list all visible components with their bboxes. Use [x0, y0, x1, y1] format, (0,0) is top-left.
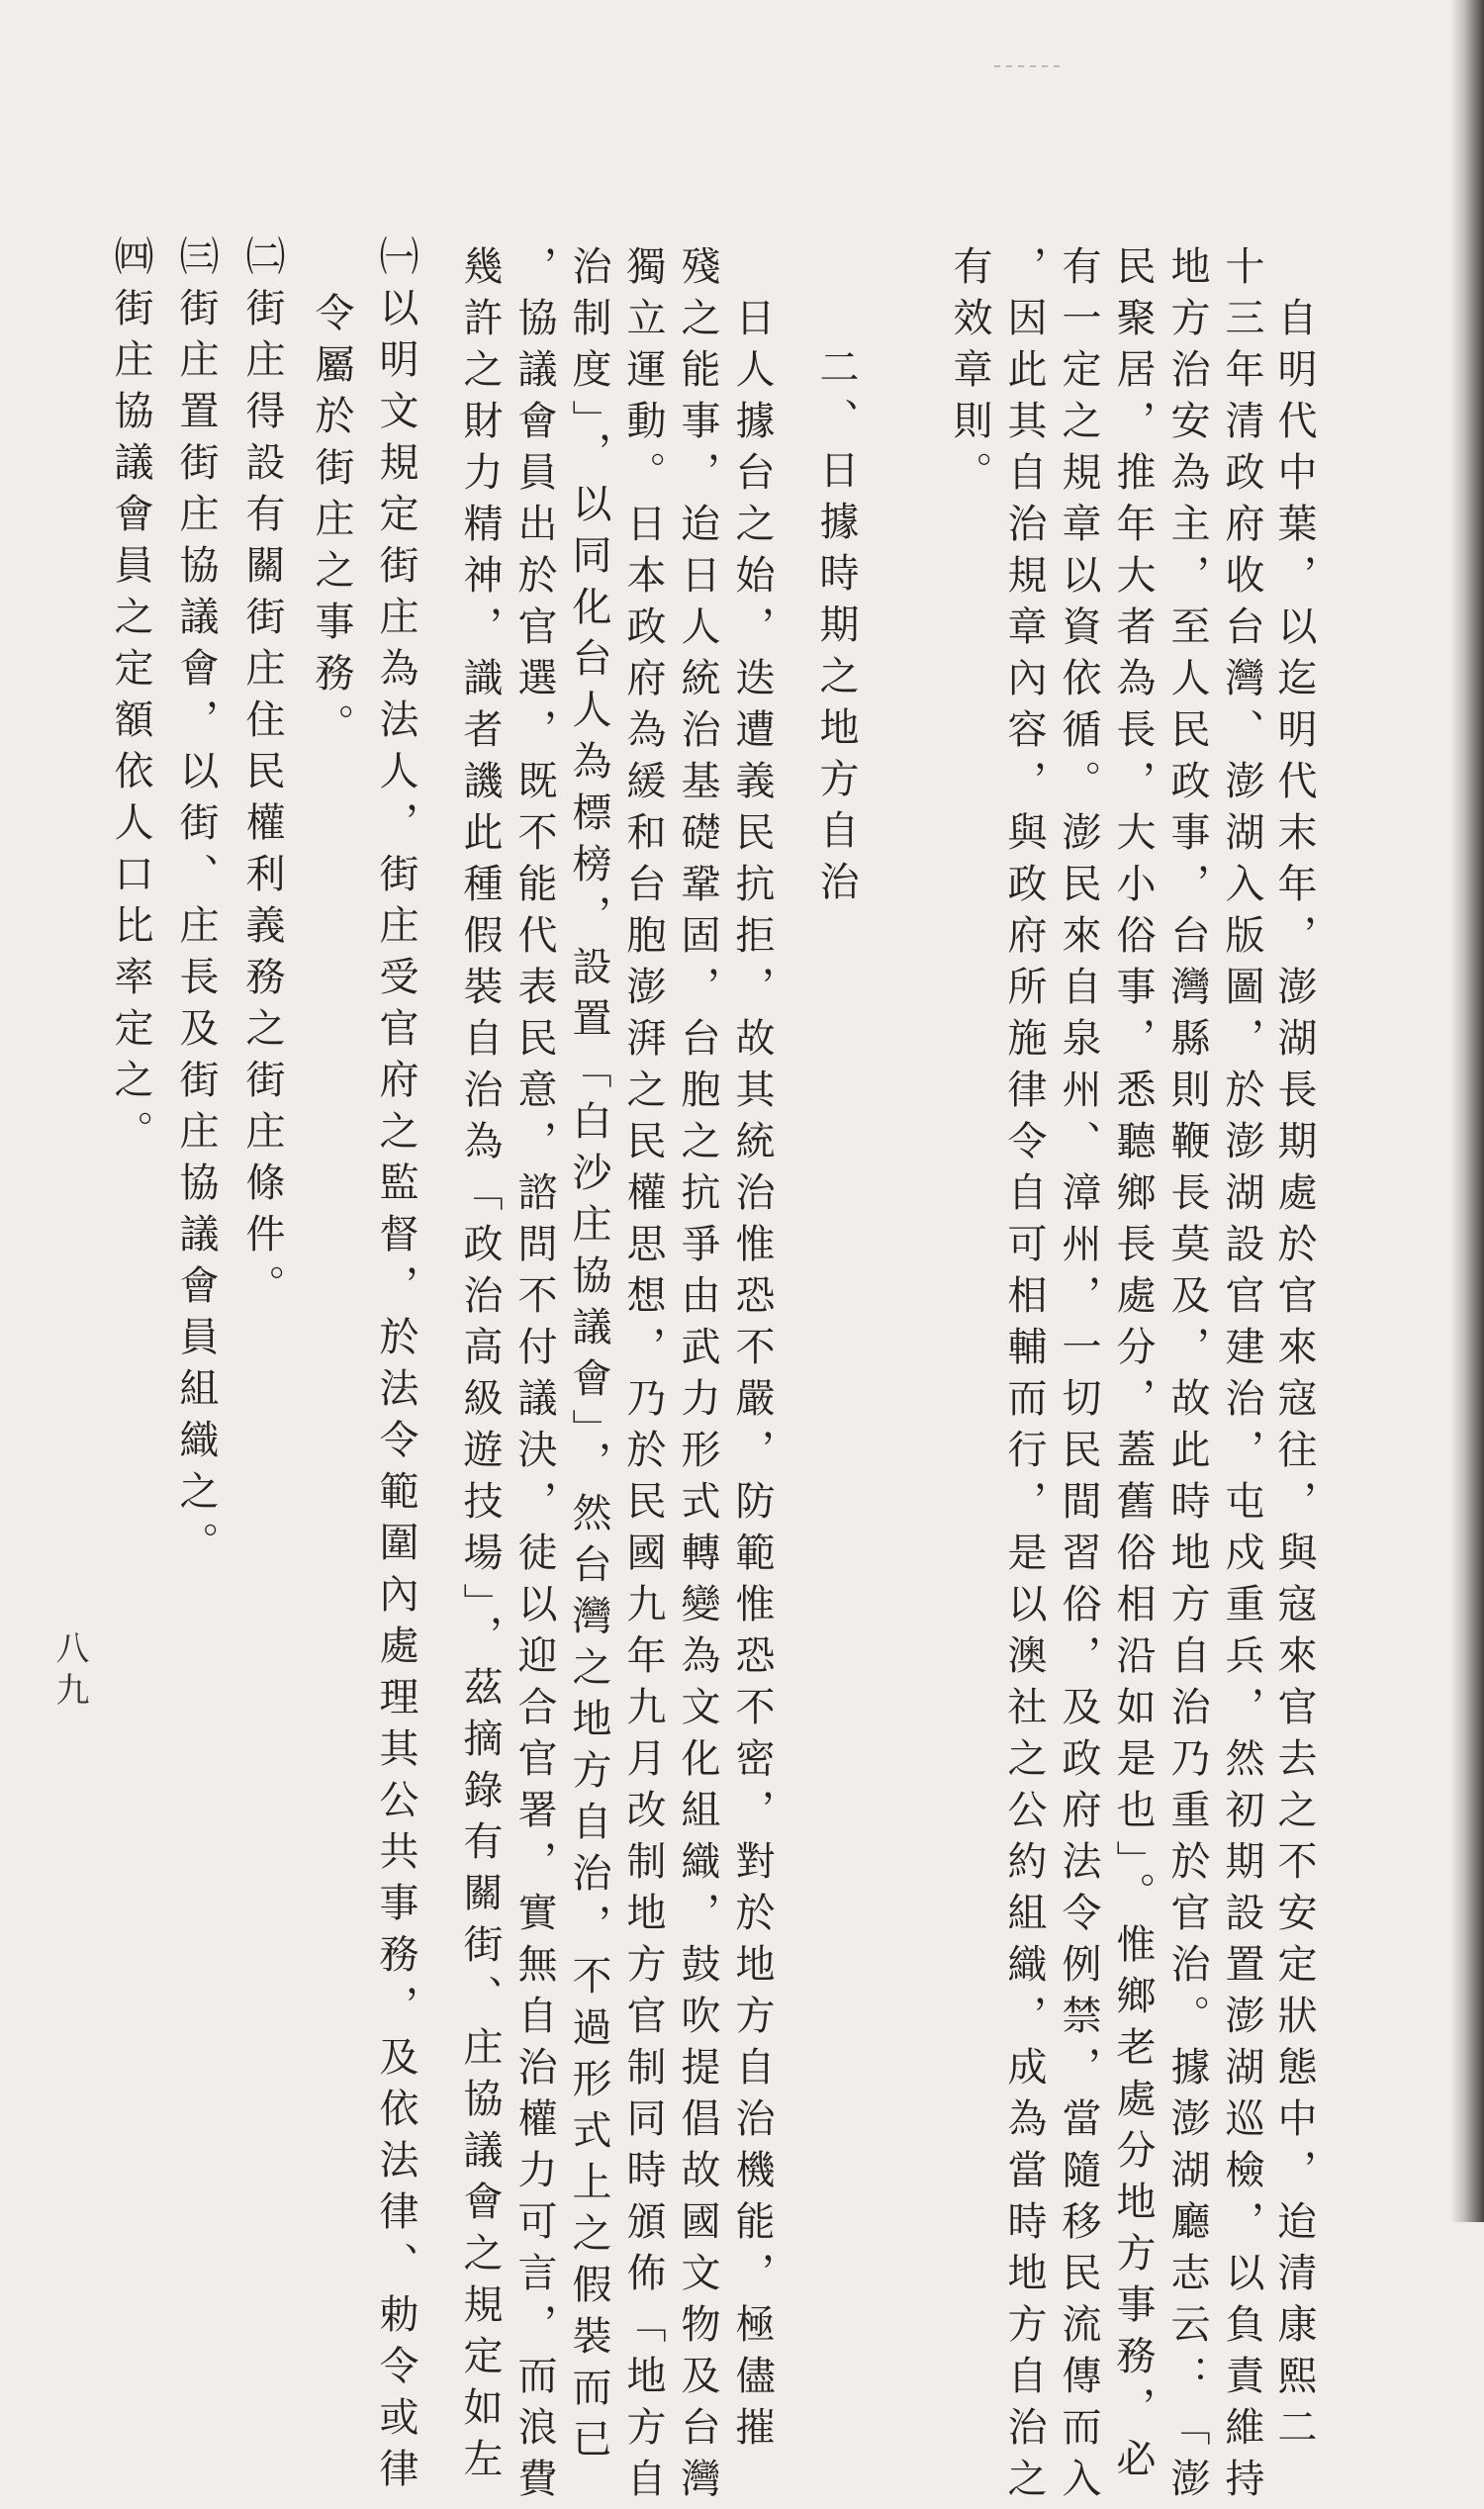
text-column-12: 治制度」，以同化台人為標榜，設置「白沙庄協議會」，然台灣之地方自治，不過形式上之假裝而已 [566, 245, 611, 2469]
text-column-2: 十三年清政府收台灣、澎湖入版圖，於澎湖設官建治，屯戍重兵，然初期設置澎湖巡檢，以負責維持 [1219, 245, 1264, 2509]
list-item-3: ㈢街庄置街庄協議會，以街、庄長及街庄協議會員組織之。 [173, 235, 219, 1573]
list-item-4: ㈣街庄協議會員之定額依人口比率定之。 [108, 235, 153, 1162]
text-column-11: 獨立運動。日本政府為緩和台胞澎湃之民權思想，乃於民國九年九月改制地方官制同時頒佈「地方自 [620, 245, 666, 2509]
list-item-2: ㈡街庄得設有關街庄住民權利義務之街庄條件。 [239, 235, 285, 1316]
text-column-1: 自明代中葉，以迄明代末年，澎湖長期處於官來寇往，與寇來官去之不安定狀態中，迨清康熙二 [1271, 297, 1317, 2458]
section-heading: 二、日據時期之地方自治 [813, 346, 859, 912]
text-column-3: 地方治安為主，至人民政事，台灣縣則鞭長莫及，故此時地方自治乃重於官治。據澎湖廳志云：「澎 [1164, 245, 1210, 2509]
list-item-1-continued: 令屬於街庄之事務。 [309, 292, 354, 755]
text-column-5: 有一定之規章以資依循。澎民來自泉州、漳州，一切民間習俗，及政府法令例禁，當隨移民流傳而入 [1056, 245, 1101, 2509]
text-column-7: 有效章則。 [947, 245, 992, 503]
list-item-1: ㈠以明文規定街庄為法人，街庄受官府之監督，於法令範圍內處理其公共事務，及依法律、勅令或律 [373, 235, 418, 2499]
text-column-13: ，協議會員出於官選，既不能代表民意，諮問不付議決，徒以迎合官署，實無自治權力可言，而浪費 [511, 245, 557, 2509]
text-column-4: 民聚居，推年大者為長，大小俗事，悉聽鄉長處分，蓋舊俗相沿如是也」。惟鄉老處分地方事務，必 [1110, 245, 1156, 2489]
text-column-10: 殘之能事，迨日人統治基礎鞏固，台胞之抗爭由武力形式轉變為文化組織，鼓吹提倡故國文物及台灣 [675, 245, 720, 2509]
text-column-14: 幾許之財力精神，識者譏此種假裝自治為「政治高級遊技場」，茲摘錄有關街、庄協議會之規定如左 [457, 245, 503, 2489]
text-column-9: 日人據台之始，迭遭義民抗拒，故其統治惟恐不嚴，防範惟恐不密，對於地方自治機能，極儘摧 [729, 297, 775, 2458]
page-number: 八九 [49, 1630, 89, 1714]
text-column-6: ，因此其自治規章內容，與政府所施律令自可相輔而行，是以澳社之公約組織，成為當時地方自治之 [1001, 245, 1047, 2509]
